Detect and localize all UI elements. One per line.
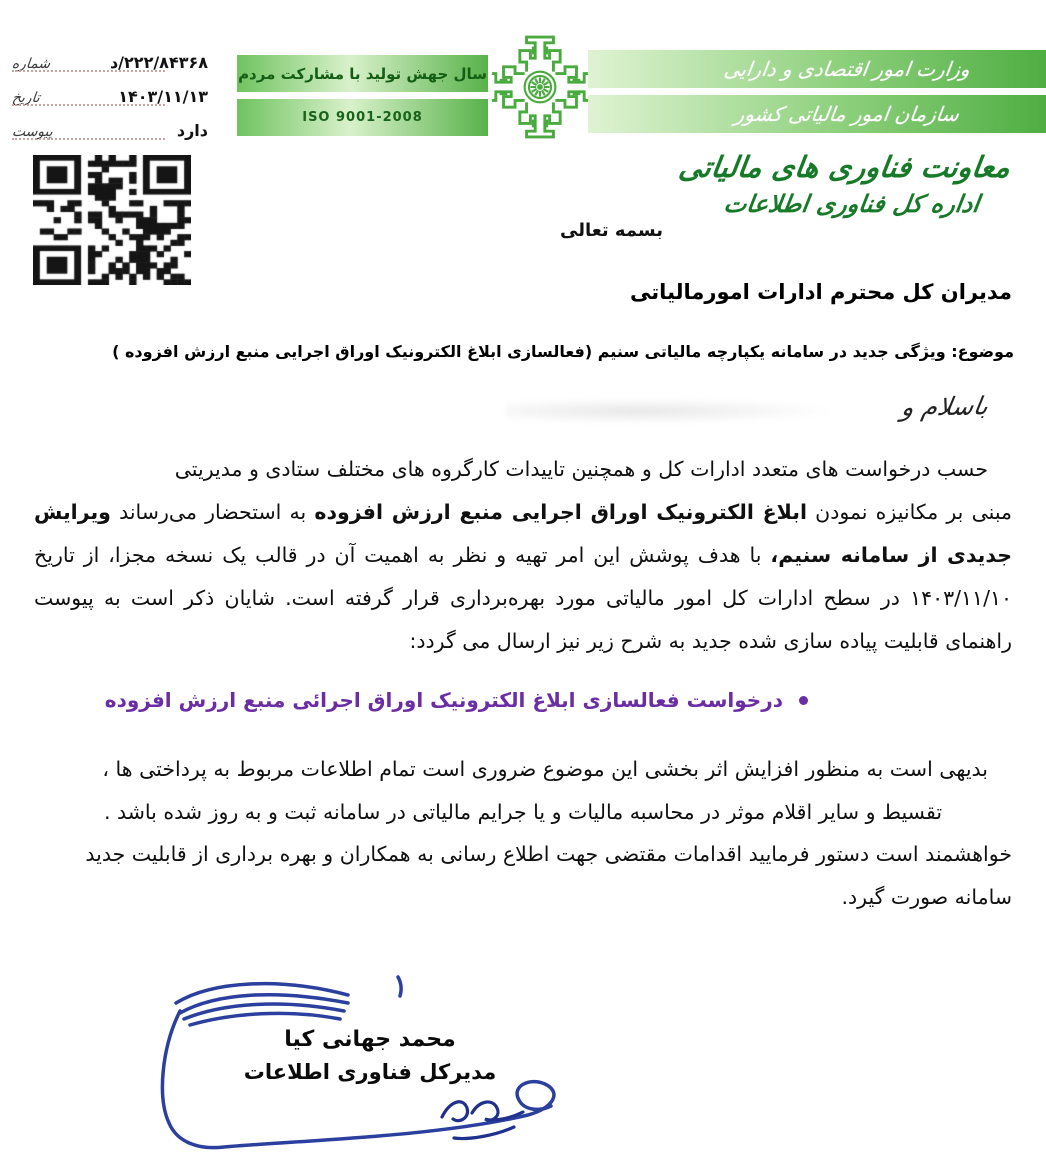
- directorate-line: اداره کل فناوری اطلاعات: [721, 190, 981, 218]
- bullet-item: [105, 688, 808, 712]
- qr-code: [33, 155, 191, 285]
- body-line: ۱۴۰۳/۱۱/۱۰ در سطح ادارات کل امور مالیاتی مورد بهره‌برداری قرار گرفته است. شایان ذکر است به پیوست: [34, 586, 1012, 610]
- ministry-text: وزارت امور اقتصادی و دارایی: [722, 57, 972, 81]
- letterhead-fields: [12, 38, 208, 140]
- organization-banner: [588, 95, 1046, 133]
- paragraph-2: [34, 748, 1012, 834]
- bold-segment: جدیدی از سامانه سنیم،: [770, 543, 1012, 567]
- paragraph-3: [34, 833, 1012, 919]
- body-line: بدیهی است به منظور افزایش اثر بخشی این موضوع ضروری است تمام اطلاعات مربوط به پرداختی ها ،: [102, 757, 988, 781]
- signer-name: محمد جهانی کیا: [284, 1027, 456, 1052]
- tax-administration-logo-icon: [492, 26, 588, 148]
- date-label: تاریخ: [11, 90, 41, 106]
- body-line: سامانه صورت گیرد.: [841, 885, 1012, 909]
- attachment-label: پیوست: [11, 124, 54, 140]
- slogan-banner: [237, 55, 488, 92]
- recipient-heading: مدیران کل محترم ادارات امورمالیاتی: [630, 280, 1012, 304]
- signer-title: مدیرکل فناوری اطلاعات: [243, 1060, 497, 1084]
- signature-block: [130, 965, 610, 1158]
- bold-segment: ابلاغ الکترونیک اوراق اجرایی منبع ارزش افزوده: [314, 500, 807, 524]
- number-row: [12, 38, 208, 72]
- bullet-dot-icon: [799, 696, 808, 705]
- bold-segment: ویرایش: [34, 500, 111, 524]
- date-row: [12, 72, 208, 106]
- iso-banner: [237, 99, 488, 136]
- body-line: [34, 491, 1012, 534]
- body-line: حسب درخواست های متعدد ادارات کل و همچنین تاییدات کارگروه های مختلف ستادی و مدیریتی: [174, 457, 988, 481]
- organization-text: سازمان امور مالیاتی کشور: [733, 102, 961, 126]
- attachment-row: [12, 106, 208, 140]
- slogan-text: سال جهش تولید با مشارکت مردم: [238, 64, 487, 83]
- date-value: ۱۴۰۳/۱۱/۱۳: [118, 87, 208, 106]
- number-value: ۲۲۲/۸۴۳۶۸/د: [109, 53, 208, 72]
- dotted-leader: [12, 138, 165, 140]
- erased-smudge: [506, 398, 836, 424]
- body-line: راهنمای قابلیت پیاده سازی شده جدید به شرح زیر نیز ارسال می گردد:: [409, 629, 1012, 653]
- attachment-value: دارد: [176, 121, 208, 140]
- body-line: خواهشمند است دستور فرمایید اقدامات مقتضی جهت اطلاع رسانی به همکاران و بهره برداری از قابلیت جدید: [85, 842, 1012, 866]
- iso-text: ISO 9001-2008: [302, 110, 423, 125]
- number-label: شماره: [11, 56, 52, 72]
- ministry-banner: [588, 50, 1046, 88]
- text-segment: با هدف پوشش این امر تهیه و نظر به اهمیت آن در قالب یک نسخه مجزا، از تاریخ: [34, 543, 771, 567]
- deputy-line: معاونت فناوری های مالیاتی: [676, 150, 1013, 184]
- subject-line: موضوع: ویژگی جدید در سامانه یکپارچه مالیاتی سنیم (فعالسازی ابلاغ الکترونیک اوراق اجرایی منبع ارزش افزوده ): [112, 342, 1014, 361]
- bullet-text: درخواست فعالسازی ابلاغ الکترونیک اوراق اجرائی منبع ارزش افزوده: [104, 688, 783, 712]
- text-segment: مبنی بر مکانیزه نمودن: [806, 500, 1013, 524]
- text-segment: به استحضار می‌رساند: [110, 500, 315, 524]
- department-block: [676, 150, 1013, 218]
- greeting-handwritten: باسلام و: [899, 391, 991, 422]
- paragraph-1: [34, 448, 1012, 663]
- bismillah: بسمه تعالی: [560, 220, 663, 241]
- body-line: [34, 534, 1012, 577]
- body-line: تقسیط و سایر اقلام موثر در محاسبه مالیات و یا جرایم مالیاتی در سامانه ثبت و به روز شده باشد .: [103, 800, 943, 824]
